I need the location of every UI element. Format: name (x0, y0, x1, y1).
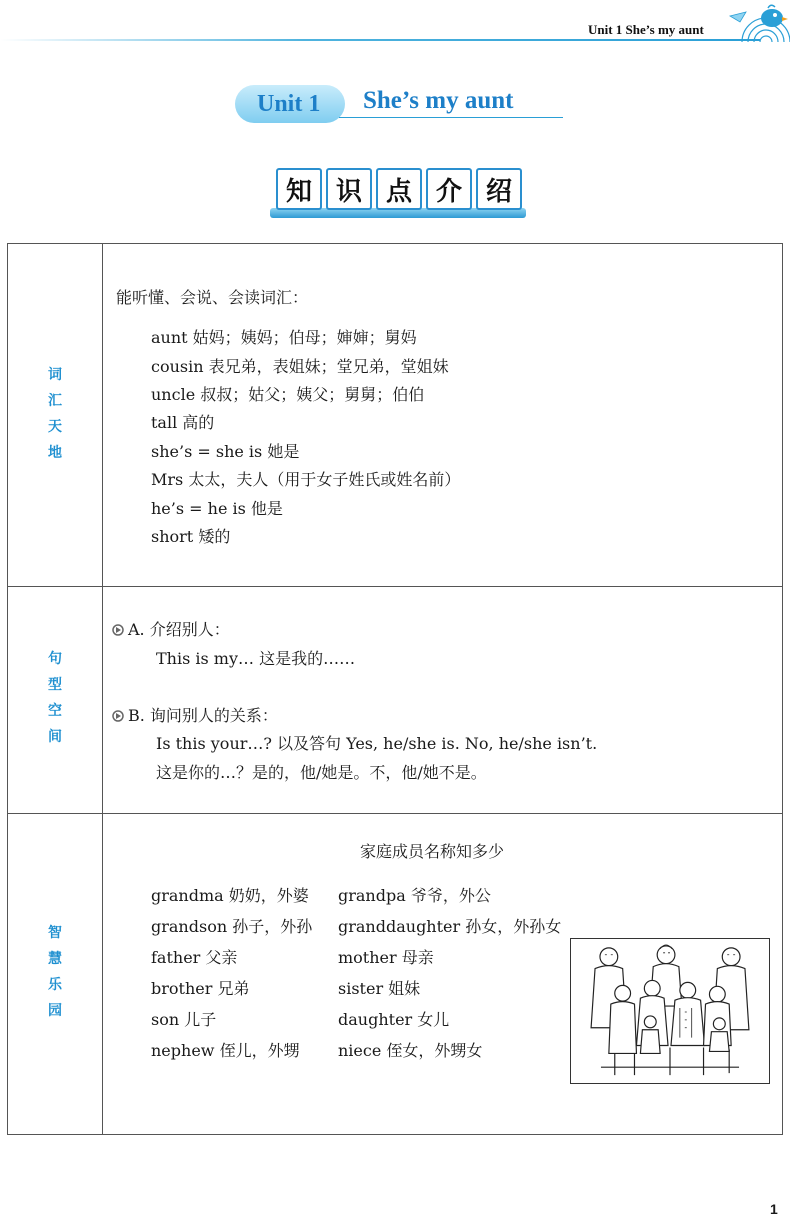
family-word-right: granddaughter 孙女，外孙女 (338, 917, 562, 936)
label-char: 空 (48, 703, 62, 719)
vocab-intro: 能听懂、会说、会读词汇： (116, 288, 309, 307)
family-word-right: grandpa 爷爷，外公 (338, 886, 491, 905)
bird-logo-icon (728, 2, 790, 42)
sentence-b-line1: Is this your…? 以及答句 Yes, he/she is. No, he/she isn’t. (156, 734, 598, 753)
running-header: Unit 1 She’s my aunt (588, 22, 704, 37)
family-word-left: brother 兄弟 (151, 979, 250, 998)
banner-char: 识 (326, 168, 372, 210)
row-divider (8, 586, 782, 587)
bullet-icon (112, 624, 124, 636)
vocab-item: short 矮的 (151, 527, 231, 546)
page-number: 1 (770, 1201, 778, 1217)
row-divider (8, 813, 782, 814)
family-word-left: grandma 奶奶，外婆 (151, 886, 309, 905)
vocab-item: he’s = he is 他是 (151, 499, 283, 518)
vocab-item: aunt 姑妈；姨妈；伯母；婶婶；舅妈 (151, 328, 417, 347)
label-char: 型 (48, 677, 62, 693)
unit-number: Unit 1 (257, 91, 321, 117)
family-words-title: 家庭成员名称知多少 (360, 842, 505, 861)
label-char: 智 (48, 925, 62, 941)
family-word-right: niece 侄女，外甥女 (338, 1041, 483, 1060)
sentence-a-line: This is my… 这是我的…… (156, 649, 356, 668)
family-word-right: mother 母亲 (338, 948, 434, 967)
vocab-item: Mrs 太太，夫人（用于女子姓氏或姓名前） (151, 470, 461, 489)
sentence-section-label (8, 646, 102, 750)
sentence-b-title: B. 询问别人的关系： (128, 706, 278, 725)
label-char: 词 (48, 367, 62, 383)
banner-char: 知 (276, 168, 322, 210)
sentence-a-title: A. 介绍别人： (128, 620, 230, 639)
label-char: 句 (48, 651, 62, 667)
banner-char: 点 (376, 168, 422, 210)
family-illustration (570, 938, 770, 1084)
unit-heading (235, 85, 565, 125)
banner-char: 介 (426, 168, 472, 210)
label-char: 地 (48, 445, 62, 461)
unit-title: She’s my aunt (363, 87, 514, 114)
column-divider (102, 244, 103, 1134)
section-banner (270, 168, 526, 218)
vocab-item: uncle 叔叔；姑父；姨父；舅舅；伯伯 (151, 385, 425, 404)
banner-char: 绍 (476, 168, 522, 210)
label-char: 慧 (48, 951, 62, 967)
wisdom-section-label (8, 920, 102, 1024)
label-char: 园 (48, 1003, 62, 1019)
family-word-right: sister 姐妹 (338, 979, 421, 998)
label-char: 间 (48, 729, 62, 745)
vocab-item: she’s = she is 她是 (151, 442, 300, 461)
vocab-section-label (8, 362, 102, 466)
bullet-icon (112, 710, 124, 722)
family-word-left: father 父亲 (151, 948, 238, 967)
vocab-item: tall 高的 (151, 413, 215, 432)
knowledge-table (7, 243, 783, 1135)
unit-title-underline (339, 117, 563, 118)
header-rule (0, 39, 760, 41)
sentence-b-line2: 这是你的…？是的，他/她是。不，他/她不是。 (156, 763, 487, 782)
label-char: 汇 (48, 393, 62, 409)
family-word-left: son 儿子 (151, 1010, 217, 1029)
vocab-item: cousin 表兄弟，表姐妹；堂兄弟，堂姐妹 (151, 357, 449, 376)
label-char: 天 (48, 419, 62, 435)
label-char: 乐 (48, 977, 62, 993)
family-word-left: nephew 侄儿，外甥 (151, 1041, 300, 1060)
family-word-right: daughter 女儿 (338, 1010, 450, 1029)
family-word-left: grandson 孙子，外孙 (151, 917, 313, 936)
